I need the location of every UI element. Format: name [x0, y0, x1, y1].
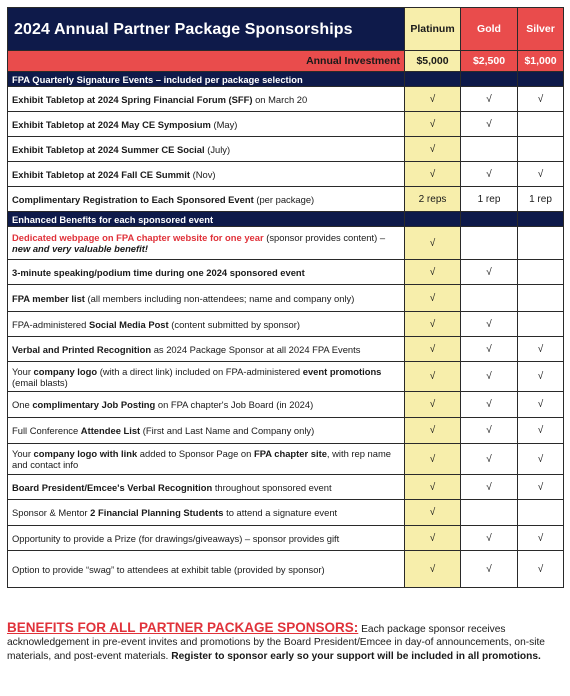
section-title: Enhanced Benefits for each sponsored event [8, 212, 405, 227]
mark-gold: √ [461, 362, 518, 392]
benefit-text: Exhibit Tabletop at 2024 Summer CE Social [12, 143, 205, 155]
mark-platinum: √ [405, 418, 461, 444]
benefit-text: to attend a signature event [223, 507, 338, 518]
mark-silver [518, 112, 564, 137]
tier-silver: Silver [518, 8, 564, 51]
benefit-row [8, 418, 564, 444]
mark-gold: √ [461, 392, 518, 418]
header-row [8, 8, 564, 51]
mark-silver: √ [518, 362, 564, 392]
benefit-text: (per package) [253, 193, 315, 205]
benefit-label [8, 418, 405, 444]
mark-gold: √ [461, 444, 518, 475]
mark-gold: √ [461, 112, 518, 137]
mark-platinum: √ [405, 475, 461, 500]
mark-silver [518, 137, 564, 162]
benefit-label [8, 260, 405, 285]
benefit-text: Board President/Emcee's Verbal Recognition [12, 481, 213, 493]
mark-silver [518, 312, 564, 337]
section-header-cell [518, 212, 564, 227]
benefit-label [8, 362, 405, 392]
section-title: FPA Quarterly Signature Events – included per package selection [8, 72, 405, 87]
mark-gold [461, 137, 518, 162]
benefit-text: Exhibit Tabletop at 2024 Spring Financial Forum (SFF) [12, 93, 253, 105]
benefit-text: (email blasts) [12, 376, 68, 388]
benefit-label [8, 187, 405, 212]
benefit-label [8, 337, 405, 362]
benefit-row [8, 362, 564, 392]
tier-platinum: Platinum [405, 8, 461, 51]
mark-platinum: √ [405, 551, 461, 588]
mark-gold: √ [461, 551, 518, 588]
benefit-text: Opportunity to provide a Prize (for drawings/giveaways) – sponsor provides gift [12, 532, 340, 544]
benefit-text: on March 20 [252, 93, 308, 105]
mark-silver: √ [518, 87, 564, 112]
benefit-text: Verbal and Printed Recognition [12, 343, 152, 355]
sponsorship-table [7, 7, 564, 588]
benefit-text: complimentary Job Posting [32, 399, 156, 410]
footer-heading: BENEFITS FOR ALL PARTNER PACKAGE SPONSORS: [7, 620, 359, 635]
benefit-text: Attendee List [80, 425, 141, 436]
benefit-text: Sponsor & Mentor [12, 507, 91, 518]
mark-silver: √ [518, 475, 564, 500]
table-title: 2024 Annual Partner Package Sponsorships [8, 8, 405, 51]
benefit-row [8, 312, 564, 337]
benefit-text: One [12, 399, 33, 410]
mark-platinum: √ [405, 227, 461, 260]
mark-gold: √ [461, 312, 518, 337]
benefit-text: event promotions [302, 365, 382, 377]
benefit-label [8, 444, 405, 475]
mark-silver: 1 rep [518, 187, 564, 212]
benefit-text: Dedicated webpage on FPA chapter website for one year [12, 232, 264, 243]
benefit-label [8, 392, 405, 418]
section-header [8, 72, 564, 87]
benefit-label [8, 112, 405, 137]
benefit-text: on FPA chapter's Job Board (in 2024) [155, 399, 314, 410]
mark-gold: √ [461, 87, 518, 112]
mark-silver: √ [518, 392, 564, 418]
mark-silver [518, 285, 564, 312]
benefit-text: Exhibit Tabletop at 2024 Fall CE Summit [12, 168, 190, 180]
mark-gold: √ [461, 418, 518, 444]
benefit-row [8, 227, 564, 260]
benefit-text: Complimentary Registration to Each Sponsored Event [12, 193, 254, 205]
mark-gold: √ [461, 475, 518, 500]
benefit-row [8, 260, 564, 285]
section-header-cell [461, 72, 518, 87]
mark-silver [518, 500, 564, 526]
benefit-text: company logo with link [33, 448, 138, 459]
mark-platinum: √ [405, 500, 461, 526]
mark-silver: √ [518, 162, 564, 187]
investment-row [8, 51, 564, 72]
mark-platinum: √ [405, 392, 461, 418]
benefit-text: 3-minute speaking/podium time during one 2024 sponsored event [12, 266, 305, 278]
mark-gold [461, 500, 518, 526]
mark-silver: √ [518, 418, 564, 444]
benefit-row [8, 285, 564, 312]
benefit-row [8, 337, 564, 362]
benefit-row [8, 526, 564, 551]
mark-gold [461, 285, 518, 312]
benefit-label [8, 500, 405, 526]
benefit-text: FPA member list [12, 292, 85, 304]
benefit-text: (with a direct link) included on FPA-administered [97, 365, 303, 377]
mark-platinum: √ [405, 337, 461, 362]
mark-platinum: √ [405, 162, 461, 187]
benefit-text: (sponsor provides content) – [263, 232, 386, 243]
benefit-text: as 2024 Package Sponsor at all 2024 FPA Events [151, 343, 361, 355]
section-header-cell [405, 72, 461, 87]
tier-gold: Gold [461, 8, 518, 51]
mark-silver: √ [518, 551, 564, 588]
benefit-text: , with rep name and contact info [12, 448, 391, 470]
price-gold: $2,500 [461, 51, 518, 72]
mark-silver [518, 260, 564, 285]
benefit-row [8, 475, 564, 500]
price-silver: $1,000 [518, 51, 564, 72]
benefit-row [8, 551, 564, 588]
mark-silver: √ [518, 337, 564, 362]
price-platinum: $5,000 [405, 51, 461, 72]
benefit-text: (content submitted by sponsor) [168, 318, 300, 330]
mark-platinum: √ [405, 526, 461, 551]
mark-silver: √ [518, 526, 564, 551]
benefit-text: added to Sponsor Page on [137, 448, 254, 459]
benefit-text: new and very valuable benefit! [12, 243, 148, 254]
benefit-label [8, 551, 405, 588]
investment-label: Annual Investment [8, 51, 405, 72]
mark-silver [518, 227, 564, 260]
mark-silver: √ [518, 444, 564, 475]
benefit-text: (Nov) [190, 168, 216, 180]
benefit-text: (First and Last Name and Company only) [140, 425, 315, 436]
benefit-label [8, 137, 405, 162]
footer-body: Each package sponsor receives acknowledgement in pre-event invites and promotions by the Board President/Emcee in day-of announcements, on-site materials, and post-event materials. [7, 624, 545, 662]
mark-gold: √ [461, 526, 518, 551]
sponsorship-sheet [7, 7, 563, 588]
benefit-text: Exhibit Tabletop at 2024 May CE Symposium [12, 118, 211, 130]
mark-gold: 1 rep [461, 187, 518, 212]
benefit-label [8, 285, 405, 312]
benefit-row [8, 137, 564, 162]
benefit-text: throughout sponsored event [212, 481, 332, 493]
mark-platinum: √ [405, 260, 461, 285]
benefit-text: FPA-administered [12, 318, 89, 330]
section-header-cell [405, 212, 461, 227]
benefit-text: Full Conference [12, 425, 81, 436]
benefit-row [8, 444, 564, 475]
benefit-label [8, 312, 405, 337]
mark-platinum: √ [405, 87, 461, 112]
benefit-text: Your [12, 365, 34, 377]
benefit-text: (all members including non-attendees; name and company only) [84, 292, 355, 304]
benefit-text: FPA chapter site [253, 448, 327, 459]
benefit-row [8, 112, 564, 137]
benefit-text: (May) [210, 118, 238, 130]
mark-platinum: 2 reps [405, 187, 461, 212]
benefit-row [8, 392, 564, 418]
footer-cta: Register to sponsor early so your support will be included in all promotions. [171, 650, 541, 662]
benefit-row [8, 87, 564, 112]
benefit-text: 2 Financial Planning Students [90, 507, 224, 518]
benefit-label [8, 162, 405, 187]
benefit-label [8, 87, 405, 112]
benefit-text: Option to provide “swag” to attendees at exhibit table (provided by sponsor) [12, 563, 325, 575]
mark-platinum: √ [405, 362, 461, 392]
benefit-label [8, 227, 405, 260]
mark-platinum: √ [405, 137, 461, 162]
benefit-text: Social Media Post [88, 318, 169, 330]
footer-note [7, 621, 563, 663]
section-header [8, 212, 564, 227]
benefit-row [8, 187, 564, 212]
mark-gold: √ [461, 260, 518, 285]
mark-gold [461, 227, 518, 260]
benefit-text: (July) [204, 143, 231, 155]
mark-platinum: √ [405, 285, 461, 312]
benefit-row [8, 162, 564, 187]
benefit-label [8, 475, 405, 500]
benefit-text: Your [12, 448, 34, 459]
mark-gold: √ [461, 162, 518, 187]
mark-platinum: √ [405, 112, 461, 137]
benefit-row [8, 500, 564, 526]
benefit-label [8, 526, 405, 551]
section-header-cell [518, 72, 564, 87]
mark-platinum: √ [405, 312, 461, 337]
mark-platinum: √ [405, 444, 461, 475]
section-header-cell [461, 212, 518, 227]
benefit-text: company logo [33, 365, 98, 377]
mark-gold: √ [461, 337, 518, 362]
